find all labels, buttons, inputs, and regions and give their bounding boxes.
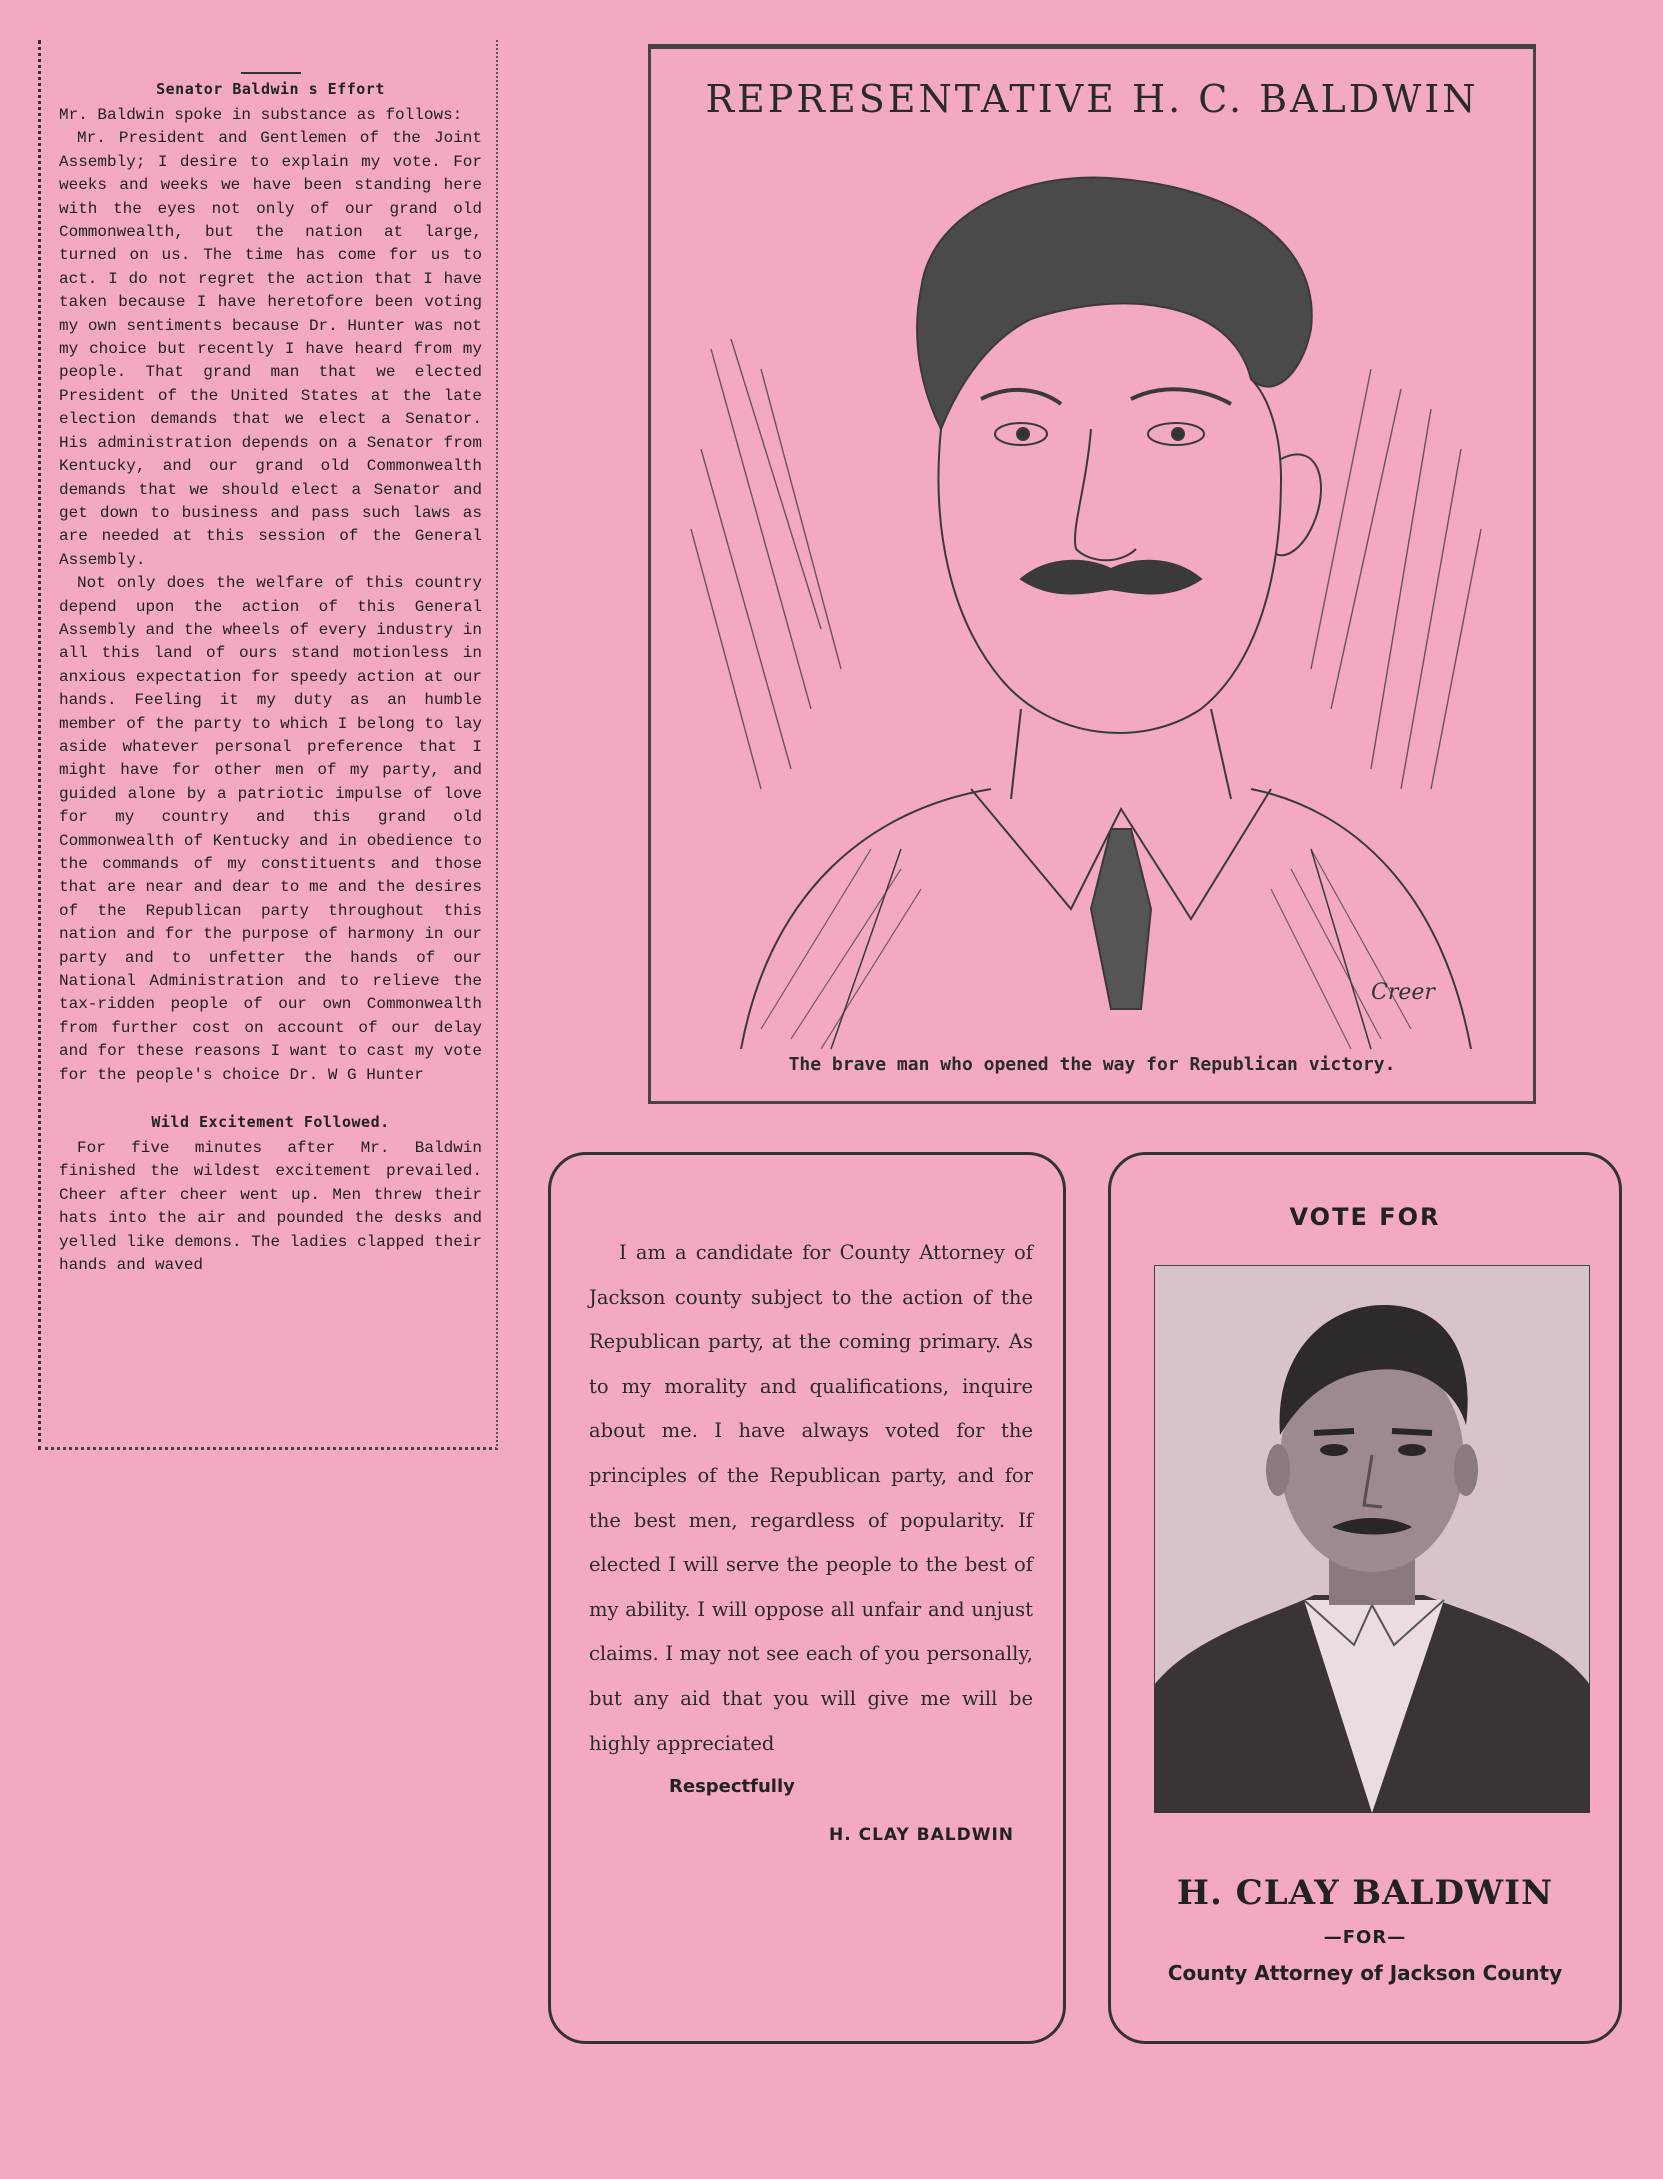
portrait-title: REPRESENTATIVE H. C. BALDWIN [705,77,1479,121]
portrait-clipping [648,44,1536,1104]
office-label: County Attorney of Jackson County [1167,1961,1563,1985]
artist-signature: Creer [1371,980,1435,1005]
clipping-paragraph: For five minutes after Mr. Baldwin finished the wildest excitement prevailed. Cheer after cheer went up. Men threw their hats into the air and pounded the desks and yelled like demons. The ladies clapped their hands and waved [59,1139,482,1275]
candidate-name: H. CLAY BALDWIN [1176,1873,1554,1913]
clipping-heading-senator-effort: Senator Baldwin s Effort [156,80,385,98]
clipping-paragraph: Mr. President and Gentlemen of the Joint Assembly; I desire to explain my vote. For weeks and weeks we have been standing here with the eyes not only of our grand old Commonwealth, but the nation at large, turned on us. The time has come for us to act. I do not regret the action that I have taken because I have heretofore been voting my own sentiments because Dr. Hunter was not my choice but recently I have heard from my people. That grand man that we elected President of the United States at the late election demands that we elect a Senator. His administration depends on a Senator from Kentucky, and our grand old Commonwealth demands that we should elect a Senator and get down to business and pass such laws as are needed at this session of the General Assembly. [59,129,482,569]
letter-signature: H. CLAY BALDWIN [829,1825,1015,1846]
column-rule [241,72,301,74]
candidate-photo [1154,1265,1590,1813]
newspaper-clipping [38,40,498,1450]
letter-closing: Respectfully [669,1776,795,1798]
clipping-paragraph: Not only does the welfare of this country depend upon the action of this General Assembly and the wheels of every industry in all this land of ours stand motionless in anxious expectation for speedy action at our hands. Feeling it my duty as an humble member of the party to which I belong to lay aside whatever personal preference that I might have for other men of my party, and guided alone by a patriotic impulse of love for my country and this grand old Commonwealth of Kentucky and in obedience to the commands of my constituents and those that are near and dear to me and the desires of the Republican party throughout this nation and for the purpose of harmony in our party and to unfetter the hands of our National Administration and to relieve the tax-ridden people of our own Commonwealth from further cost on account of our delay and for these reasons I want to cast my vote for the people's choice Dr. W G Hunter [59,574,482,1084]
vote-header: VOTE FOR [1289,1203,1441,1231]
clipping-paragraph: Mr. Baldwin spoke in substance as follows: [59,106,463,124]
portrait-caption: The brave man who opened the way for Republican victory. [788,1054,1396,1075]
for-label: —FOR— [1323,1927,1407,1948]
clipping-heading-excitement: Wild Excitement Followed. [151,1113,390,1132]
vote-card [1108,1152,1622,2044]
campaign-letter-card [548,1152,1066,2044]
portrait-sketch [671,149,1515,1069]
letter-body: I am a candidate for County Attorney of Jackson county subject to the action of the Republican party, at the coming primary. As to my morality and qualifications, inquire about me. I have always voted for the principles of the Republican party, and for the best men, regardless of popularity. If elected I will serve the people to the best of my ability. I will oppose all unfair and unjust claims. I may not see each of you personally, but any aid that you will give me will be highly appreciated [589,1241,1033,1755]
